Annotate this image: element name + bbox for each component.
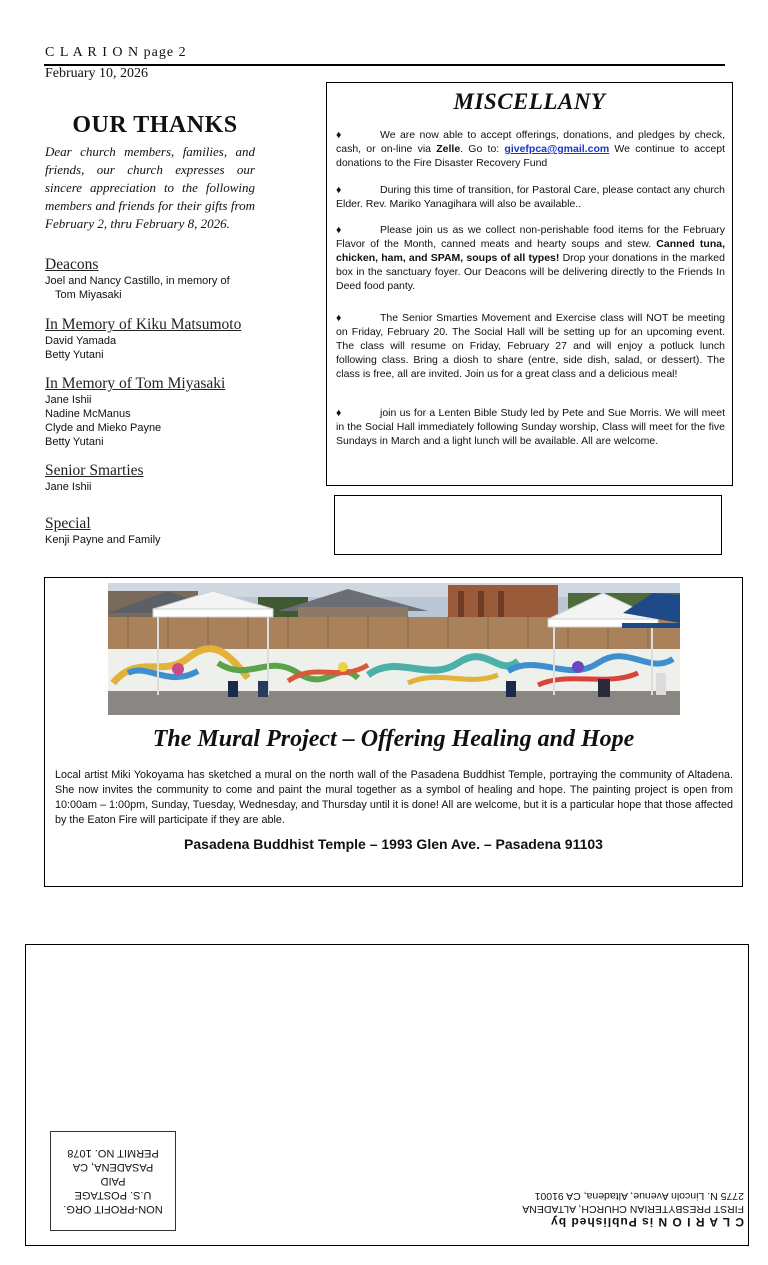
mural-address: Pasadena Buddhist Temple – 1993 Glen Ave. – Pasadena 91103 — [184, 836, 603, 852]
mailing-panel — [25, 944, 749, 1246]
zelle-email-link[interactable]: givefpca@gmail.com — [504, 143, 610, 155]
diamond-bullet-icon: ♦ — [336, 312, 342, 324]
thanks-section-deacons — [45, 256, 285, 302]
thanks-title: OUR THANKS — [72, 112, 238, 138]
section-heading: Senior Smarties — [45, 462, 144, 479]
misc-item-pastoral-care: ♦ During this time of transition, for Pastoral Care, please contact any church Elder. Rev. Mariko Yanagihara will also be available.. — [336, 184, 725, 210]
donor-line: Betty Yutani — [45, 349, 104, 361]
newsletter-header-title: C L A R I O N page 2 — [45, 45, 187, 60]
mural-photo — [108, 583, 680, 715]
thanks-section-senior-smarties — [45, 462, 285, 494]
mural-description: Local artist Miki Yokoyama has sketched a mural on the north wall of the Pasadena Buddhist Temple, portraying the community of Altadena. She now invites the community to come and paint the mural together as a symbol of healing and hope. The painting project is open from 10:00am – 1:00pm, Sunday, Tuesday, Wednesday, and Thursday until it is done! All are welcome, but it is a particular hope that those affected by the Eaton Fire will participate if they are able. — [55, 769, 733, 826]
thanks-section-special — [45, 515, 285, 547]
mural-photo-illustration — [108, 583, 680, 715]
diamond-bullet-icon: ♦ — [336, 184, 342, 196]
donor-line: Tom Miyasaki — [55, 289, 122, 301]
miscellany-box — [326, 82, 733, 486]
publisher-line: 2775 N. Lincoln Avenue, Altadena, CA 91001 — [534, 1190, 744, 1202]
thanks-section-kiku — [45, 316, 285, 362]
donor-line: Clyde and Mieko Payne — [45, 422, 162, 434]
misc-item-senior-smarties: ♦ The Senior Smarties Movement and Exercise class will NOT be meeting on Friday, February 20. The Social Hall will be setting up for an upcoming event. The class will resume on Friday, February 27 and will enjoy a potluck lunch following class. Bring a diosh to share (entre, side dish, salad, or dessert). The class is free, all are invited. Join us for a great class and a delicious meal! — [336, 312, 725, 380]
diamond-bullet-icon: ♦ — [336, 129, 342, 141]
misc-item-lenten-study: ♦ join us for a Lenten Bible Study led by Pete and Sue Morris. We will meet in the Social Hall immediately following Sunday worship, Class will meet for the five Sundays in March and a light lunch will be available. All are welcome. — [336, 407, 725, 447]
miscellany-title: MISCELLANY — [453, 89, 606, 114]
publisher-title: C L A R I O N is Published by — [550, 1215, 744, 1229]
newsletter-date: February 10, 2026 — [45, 66, 149, 81]
donor-line: Kenji Payne and Family — [45, 534, 161, 546]
thanks-intro: Dear church members, families, and friends, our church expresses our sincere appreciation to the following members and friends for their gifts from February 2, thru February 8, 2026. — [45, 144, 255, 231]
empty-notice-box — [334, 495, 722, 555]
donor-line: Betty Yutani — [45, 436, 104, 448]
donor-line: Jane Ishii — [45, 394, 92, 406]
mural-title: The Mural Project – Offering Healing and Hope — [152, 726, 635, 752]
donor-line: Joel and Nancy Castillo, in memory of — [45, 275, 230, 287]
postage-permit-text: NON-PROFIT ORG. U.S. POSTAGE PAID PASADENA, CA PERMIT NO. 1078 — [63, 1147, 163, 1215]
diamond-bullet-icon: ♦ — [336, 407, 342, 419]
postage-permit-box — [50, 1131, 176, 1231]
section-heading: Deacons — [45, 256, 99, 273]
section-heading: In Memory of Tom Miyasaki — [45, 375, 226, 392]
donor-line: Jane Ishii — [45, 481, 92, 493]
misc-item-zelle: ♦ We are now able to accept offerings, donations, and pledges by check, cash, or on-line via Zelle. Go to: givefpca@gmail.com We continue to accept donations to the Fire Disaster Recovery Fund — [336, 129, 726, 169]
mural-project-box — [44, 577, 743, 887]
donor-line: Nadine McManus — [45, 408, 131, 420]
diamond-bullet-icon: ♦ — [336, 224, 342, 236]
donor-line: David Yamada — [45, 335, 117, 347]
publisher-block — [486, 1189, 744, 1228]
section-heading: In Memory of Kiku Matsumoto — [45, 316, 242, 333]
publisher-text — [486, 1189, 744, 1228]
section-heading: Special — [45, 515, 91, 532]
thanks-section-tom — [45, 375, 285, 449]
misc-item-food-drive: ♦ Please join us as we collect non-perishable food items for the February Flavor of the Month, canned meats and hearty soups and stew. Canned tuna, chicken, ham, and SPAM, soups of all types! Drop your donations in the marked box in the sanctuary foyer. Our Deacons will be delivering directly to the Friends In Deed food panty. — [336, 224, 726, 292]
publisher-line: FIRST PRESBYTERIAN CHURCH, ALTADENA — [522, 1203, 744, 1215]
